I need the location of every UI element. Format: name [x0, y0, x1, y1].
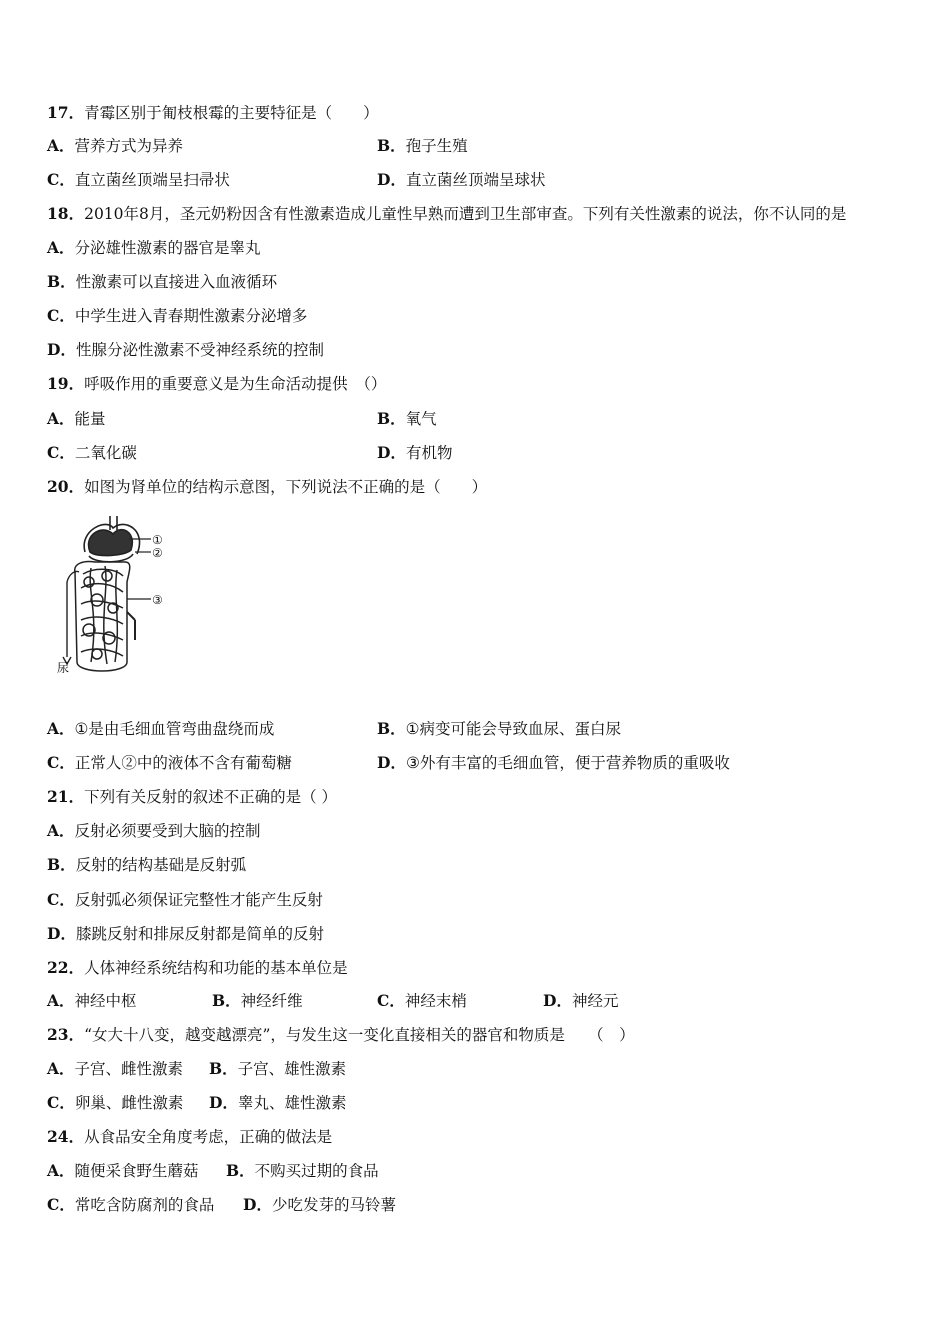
question-number: 19．	[47, 374, 85, 393]
option-d[interactable]: D．③外有丰富的毛细血管，便于营养物质的重吸收	[377, 753, 730, 772]
question-text: 下列有关反射的叙述不正确的是（ ）	[84, 788, 338, 806]
question-number: 22．	[47, 958, 85, 977]
option-d[interactable]: D．神经元	[543, 991, 619, 1010]
question-text: 2010年8月，圣元奶粉因含有性激素造成儿童性早熟而遭到卫生部审查。下列有关性激素的说法，你不认同的是	[84, 205, 847, 223]
question-text: 人体神经系统结构和功能的基本单位是	[84, 959, 348, 977]
option-b[interactable]: B．神经纤维	[212, 991, 303, 1010]
question-number: 24．	[47, 1127, 85, 1146]
option-a[interactable]: A．分泌雄性激素的器官是睾丸	[47, 238, 261, 257]
option-b[interactable]: B．反射的结构基础是反射弧	[47, 855, 247, 874]
question-20-stem	[47, 477, 487, 497]
option-b[interactable]: B．①病变可能会导致血尿、蛋白尿	[377, 719, 622, 738]
question-17-stem	[47, 103, 379, 123]
option-d[interactable]: D．少吃发芽的马铃薯	[243, 1195, 396, 1214]
option-a[interactable]: A．①是由毛细血管弯曲盘绕而成	[47, 719, 275, 738]
nephron-diagram	[55, 512, 185, 690]
question-19-stem	[47, 374, 386, 394]
option-c[interactable]: C．神经末梢	[377, 991, 467, 1010]
option-c[interactable]: C．常吃含防腐剂的食品	[47, 1195, 215, 1214]
question-18-stem	[47, 204, 846, 224]
option-b[interactable]: B．孢子生殖	[377, 136, 468, 155]
option-b[interactable]: B．不购买过期的食品	[226, 1161, 379, 1180]
option-a[interactable]: A．营养方式为异养	[47, 136, 184, 155]
option-d[interactable]: D．睾丸、雄性激素	[209, 1093, 347, 1112]
option-a[interactable]: A．子宫、雌性激素	[47, 1059, 184, 1078]
option-a[interactable]: A．能量	[47, 409, 106, 428]
question-number: 17．	[47, 103, 85, 122]
question-24-stem	[47, 1127, 332, 1147]
option-a[interactable]: A．反射必须要受到大脑的控制	[47, 821, 261, 840]
question-text: 从食品安全角度考虑，正确的做法是	[84, 1128, 333, 1146]
option-a[interactable]: A．神经中枢	[47, 991, 137, 1010]
option-d[interactable]: D．性腺分泌性激素不受神经系统的控制	[47, 340, 324, 359]
option-c[interactable]: C．二氧化碳	[47, 443, 137, 462]
option-c[interactable]: C．中学生进入青春期性激素分泌增多	[47, 306, 308, 325]
label-urine: 尿	[57, 661, 70, 675]
question-number: 20．	[47, 477, 85, 496]
option-d[interactable]: D．有机物	[377, 443, 453, 462]
question-23-stem	[47, 1025, 635, 1045]
question-21-stem	[47, 787, 337, 807]
option-d[interactable]: D．膝跳反射和排尿反射都是简单的反射	[47, 924, 324, 943]
question-number: 18．	[47, 204, 85, 223]
question-text: 如图为肾单位的结构示意图，下列说法不正确的是（ ）	[84, 478, 488, 496]
option-b[interactable]: B．性激素可以直接进入血液循环	[47, 272, 278, 291]
option-c[interactable]: C．正常人②中的液体不含有葡萄糖	[47, 753, 292, 772]
question-number: 23．	[47, 1025, 85, 1044]
option-c[interactable]: C．反射弧必须保证完整性才能产生反射	[47, 890, 323, 909]
option-c[interactable]: C．卵巢、雌性激素	[47, 1093, 184, 1112]
option-b[interactable]: B．子宫、雄性激素	[209, 1059, 347, 1078]
label-3: ③	[152, 593, 163, 607]
question-text: 呼吸作用的重要意义是为生命活动提供 （）	[84, 375, 387, 393]
label-1: ①	[152, 533, 163, 547]
option-a[interactable]: A．随便采食野生蘑菇	[47, 1161, 199, 1180]
question-text: 青霉区别于匍枝根霉的主要特征是（ ）	[84, 104, 379, 122]
option-b[interactable]: B．氧气	[377, 409, 437, 428]
label-2: ②	[152, 546, 163, 560]
question-number: 21．	[47, 787, 85, 806]
option-c[interactable]: C．直立菌丝顶端呈扫帚状	[47, 170, 230, 189]
renal-tubule	[75, 561, 130, 671]
question-text: “女大十八变，越变越漂亮”，与发生这一变化直接相关的器官和物质是 （ ）	[84, 1026, 635, 1044]
question-22-stem	[47, 958, 348, 978]
option-d[interactable]: D．直立菌丝顶端呈球状	[377, 170, 546, 189]
